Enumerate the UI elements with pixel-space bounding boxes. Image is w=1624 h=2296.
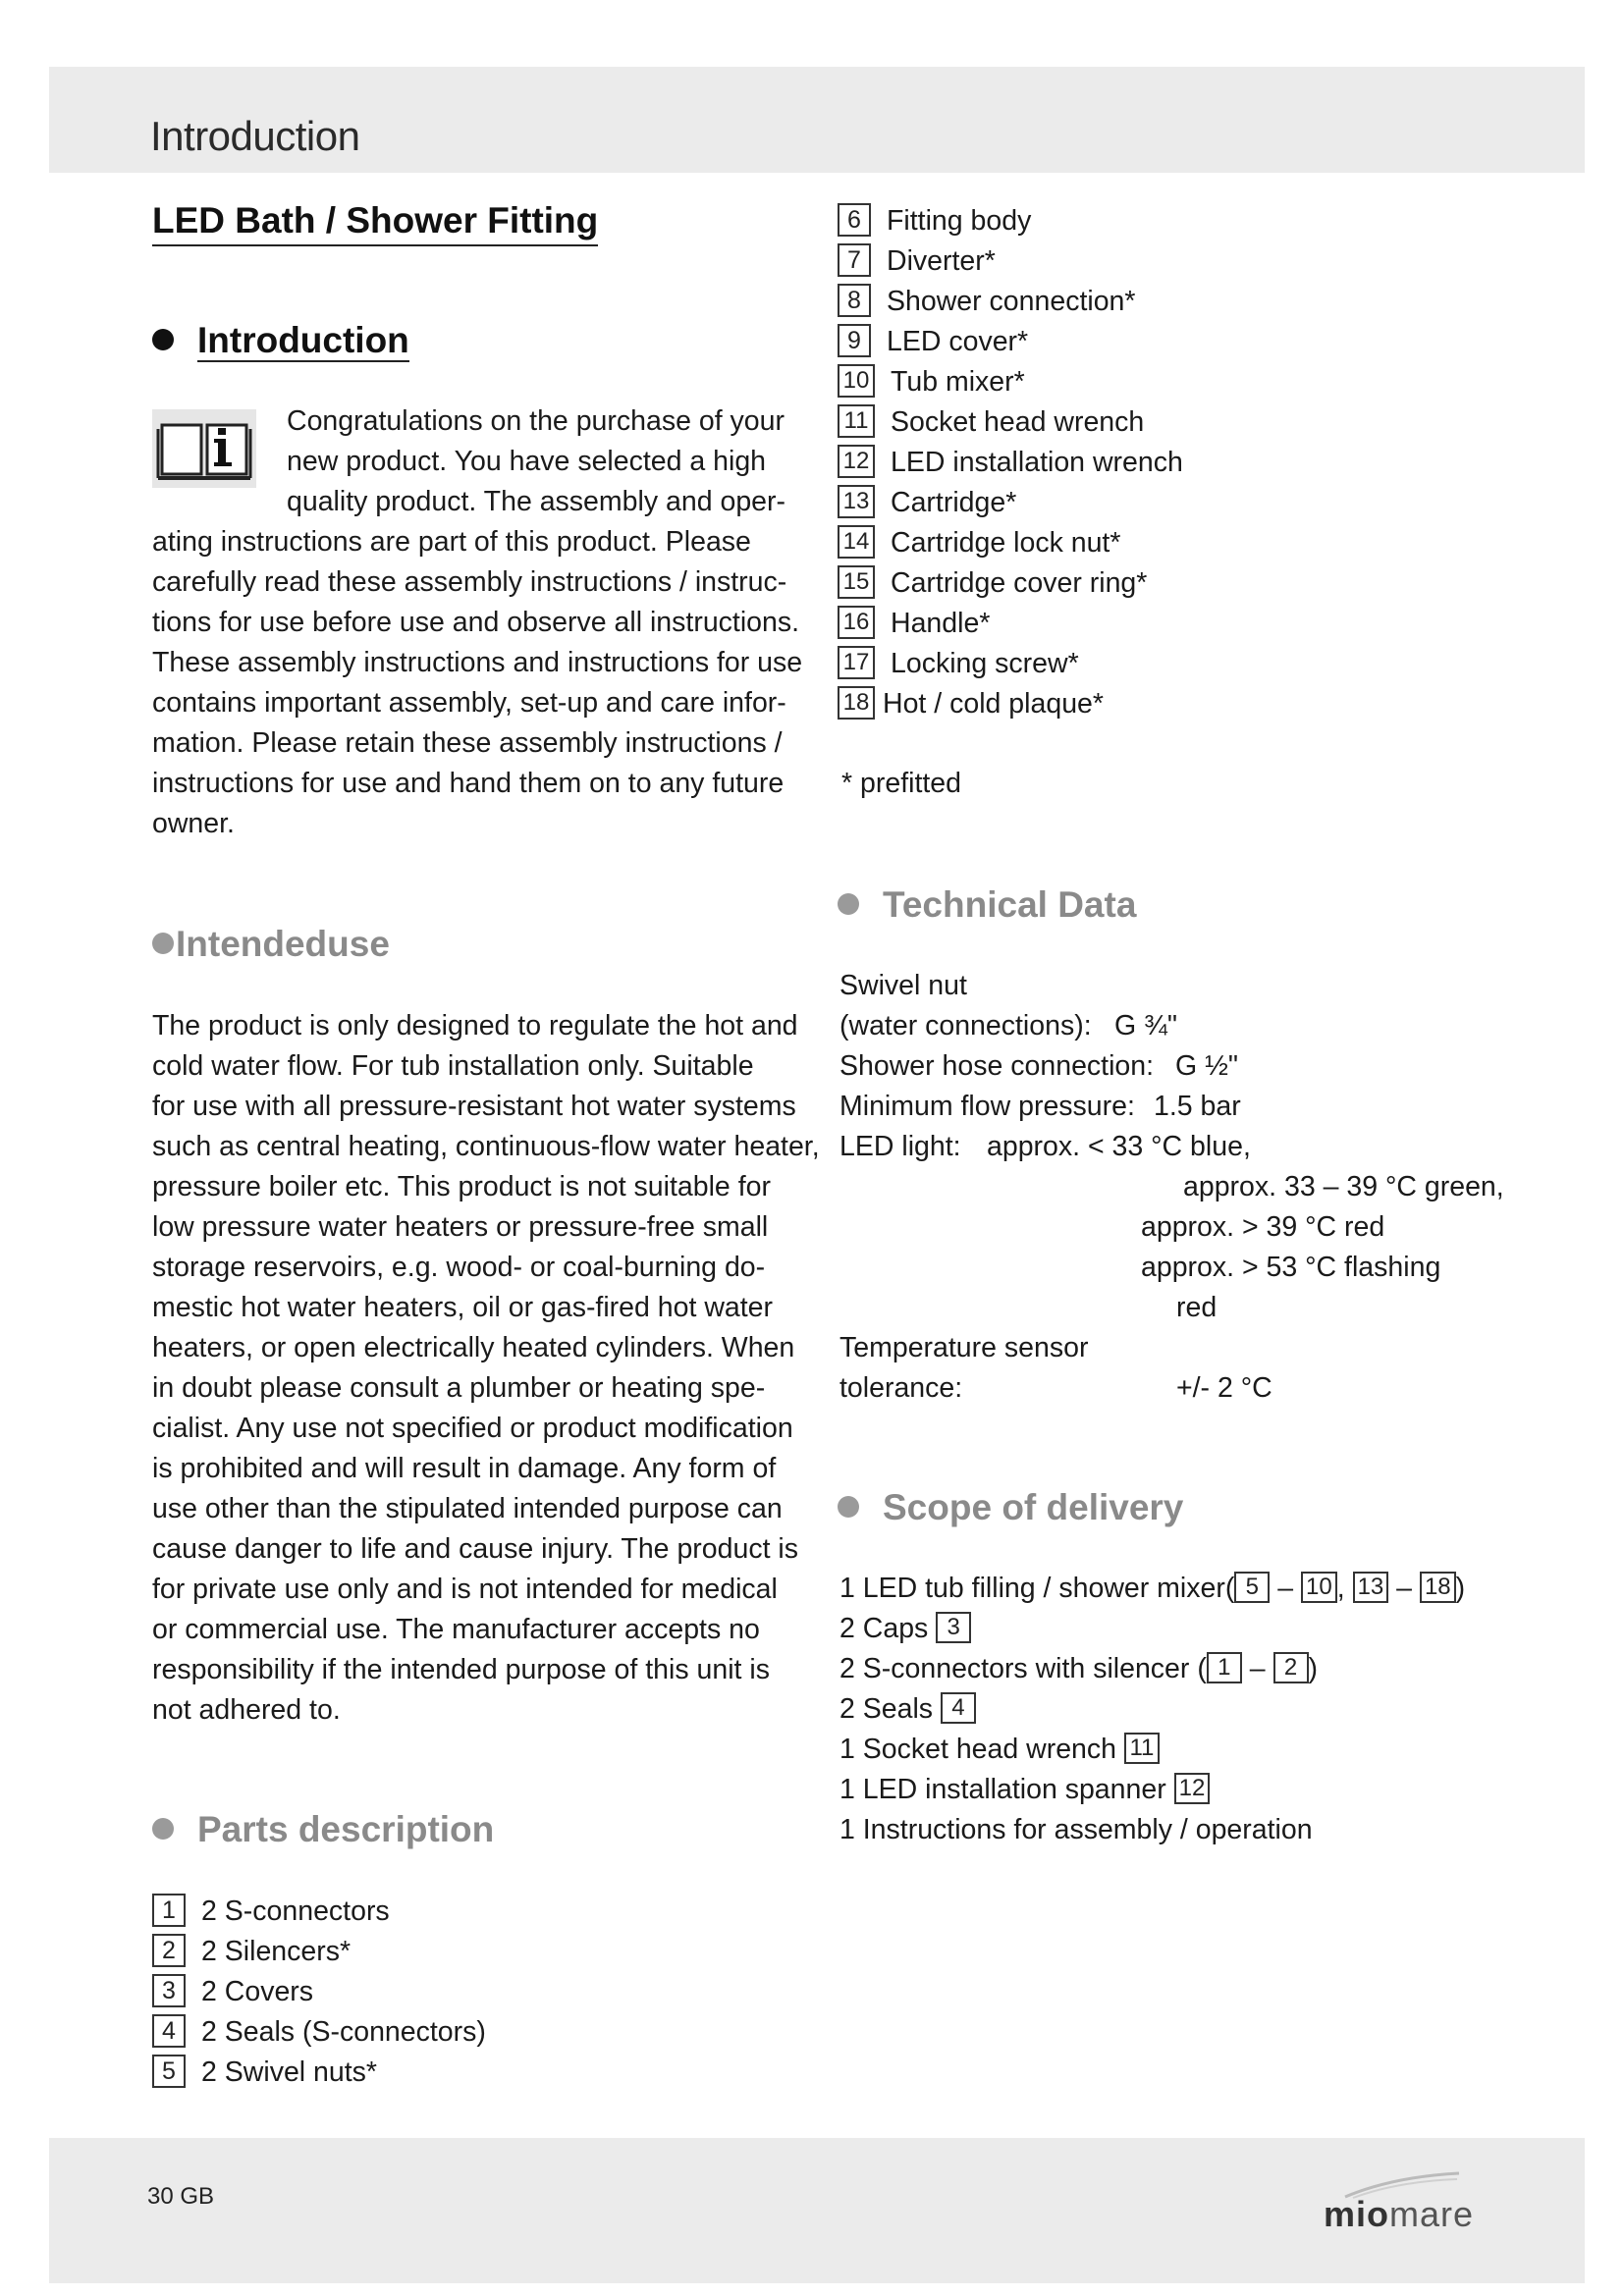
- part-reference: 10: [1301, 1572, 1337, 1603]
- part-label: Cartridge lock nut*: [891, 527, 1121, 559]
- scope-line-text: 1 LED tub filling / shower mixer: [839, 1573, 1225, 1604]
- bullet-icon: [152, 1818, 174, 1840]
- section-heading-introduction: [152, 319, 409, 362]
- part-number: 4: [152, 2014, 186, 2048]
- scope-list: [839, 1569, 1546, 1850]
- part-label: LED cover*: [887, 326, 1029, 357]
- text-line: mestic hot water heaters, oil or gas-fired hot water: [152, 1292, 774, 1323]
- text-line: These assembly instructions and instructions for use: [152, 647, 803, 678]
- text-line: contains important assembly, set-up and care infor-: [152, 687, 786, 719]
- list-item: [839, 1770, 1546, 1810]
- scope-separator: –: [1270, 1573, 1302, 1604]
- section-heading-text: Parts description: [197, 1809, 495, 1849]
- section-heading-intended-use: [152, 923, 390, 966]
- part-number: 8: [838, 284, 871, 317]
- part-label: Hot / cold plaque*: [883, 688, 1104, 720]
- text-line: new product. You have selected a high: [287, 446, 767, 477]
- part-label: Fitting body: [887, 205, 1032, 237]
- text-line: in doubt please consult a plumber or heating spe-: [152, 1372, 766, 1404]
- bullet-icon: [152, 329, 174, 350]
- part-number: 13: [838, 485, 875, 518]
- part-number: 3: [152, 1974, 186, 2007]
- list-item: [838, 362, 1183, 402]
- text-line: quality product. The assembly and oper-: [287, 486, 786, 517]
- tech-value: G ½": [1175, 1050, 1238, 1082]
- part-label: LED installation wrench: [891, 447, 1183, 478]
- list-item: [839, 1689, 1546, 1730]
- part-number: 1: [152, 1894, 186, 1927]
- tech-label: Shower hose connection:: [839, 1050, 1155, 1082]
- scope-separator: –: [1241, 1653, 1273, 1684]
- scope-line-text: 1 Socket head wrench: [839, 1734, 1117, 1765]
- part-label: 2 S-connectors: [201, 1896, 390, 1927]
- list-item: [839, 1569, 1546, 1609]
- section-heading-technical-data: [838, 883, 1136, 927]
- tech-label: tolerance:: [839, 1372, 963, 1404]
- tech-label: Swivel nut: [839, 970, 967, 1001]
- part-label: Handle*: [891, 608, 991, 639]
- text-line: use other than the stipulated intended purpose can: [152, 1493, 783, 1524]
- part-reference: 1: [1207, 1652, 1242, 1683]
- part-number: 11: [838, 404, 875, 438]
- text-line: or commercial use. The manufacturer accepts no: [152, 1614, 760, 1645]
- text-line: heaters, or open electrically heated cylinders. When: [152, 1332, 795, 1363]
- part-label: 2 Swivel nuts*: [201, 2056, 378, 2088]
- tech-value: approx. 33 – 39 °C green,: [1183, 1171, 1504, 1202]
- tech-label: LED light:: [839, 1131, 961, 1162]
- part-number: 2: [152, 1934, 186, 1967]
- list-item: [838, 523, 1183, 563]
- list-item: [838, 282, 1183, 322]
- info-book-icon: [152, 409, 256, 488]
- scope-separator: ,: [1336, 1573, 1353, 1604]
- list-item: [839, 1810, 1546, 1850]
- scope-bracket: (: [1224, 1573, 1235, 1604]
- part-number: 5: [152, 2055, 186, 2088]
- list-item: [839, 1730, 1546, 1770]
- bullet-icon: [152, 933, 174, 954]
- part-number: 16: [838, 606, 875, 639]
- list-item: [838, 563, 1183, 604]
- part-reference: 12: [1174, 1773, 1211, 1804]
- part-reference: 3: [936, 1612, 971, 1643]
- part-number: 7: [838, 243, 871, 277]
- bullet-icon: [838, 893, 859, 915]
- list-item: [838, 483, 1183, 523]
- part-label: Cartridge*: [891, 487, 1017, 518]
- text-line: is prohibited and will result in damage. Any form of: [152, 1453, 777, 1484]
- part-number: 12: [838, 445, 875, 478]
- part-reference: 2: [1273, 1652, 1309, 1683]
- text-line: The product is only designed to regulate the hot and: [152, 1010, 798, 1041]
- parts-list-right: [838, 201, 1183, 724]
- footer-band: [49, 2138, 1585, 2283]
- text-line: owner.: [152, 808, 235, 839]
- tech-value: approx. < 33 °C blue,: [987, 1131, 1251, 1162]
- parts-list-left: [152, 1892, 486, 2093]
- list-item: [839, 1649, 1546, 1689]
- part-number: 15: [838, 565, 875, 599]
- text-line: cialist. Any use not specified or product modification: [152, 1413, 793, 1444]
- section-heading-text: Introduction: [197, 320, 409, 360]
- text-line: instructions for use and hand them on to any future: [152, 768, 785, 799]
- text-line: Congratulations on the purchase of your: [287, 405, 785, 437]
- list-item: [838, 402, 1183, 443]
- section-heading-scope-of-delivery: [838, 1486, 1183, 1529]
- header-title: Introduction: [150, 113, 360, 159]
- list-item: [838, 322, 1183, 362]
- tech-label: (water connections):: [839, 1010, 1092, 1041]
- intended-use-text: [152, 1006, 830, 1731]
- introduction-indented-text: [287, 401, 817, 522]
- part-reference: 13: [1353, 1572, 1389, 1603]
- text-line: such as central heating, continuous-flow water heater,: [152, 1131, 820, 1162]
- scope-bracket: ): [1455, 1573, 1466, 1604]
- scope-bracket: ): [1308, 1653, 1319, 1684]
- introduction-text: [152, 522, 820, 844]
- scope-bracket: (: [1197, 1653, 1207, 1684]
- brand-logo: [1314, 2171, 1475, 2234]
- tech-label: Minimum flow pressure:: [839, 1091, 1135, 1122]
- text-line: ating instructions are part of this product. Please: [152, 526, 751, 558]
- part-reference: 18: [1420, 1572, 1456, 1603]
- bullet-icon: [838, 1496, 859, 1518]
- list-item: [838, 201, 1183, 241]
- scope-line-text: 2 Caps: [839, 1613, 929, 1644]
- logo-text: [1324, 2194, 1475, 2234]
- part-label: Diverter*: [887, 245, 996, 277]
- part-label: 2 Silencers*: [201, 1936, 352, 1967]
- part-number: 14: [838, 525, 875, 559]
- list-item: [838, 644, 1183, 684]
- logo-regular: mare: [1389, 2194, 1475, 2234]
- logo-bold: mio: [1324, 2194, 1390, 2234]
- list-item: [152, 1972, 486, 2012]
- part-number: 18: [838, 686, 875, 720]
- tech-value: 1.5 bar: [1154, 1091, 1241, 1122]
- scope-line-text: 2 S-connectors with silencer: [839, 1653, 1190, 1684]
- text-line: responsibility if the intended purpose of this unit is: [152, 1654, 770, 1685]
- part-number: 6: [838, 203, 871, 237]
- list-item: [838, 241, 1183, 282]
- list-item: [839, 1609, 1546, 1649]
- part-label: 2 Seals (S-connectors): [201, 2016, 486, 2048]
- text-line: cause danger to life and cause injury. The product is: [152, 1533, 799, 1565]
- list-item: [152, 2012, 486, 2053]
- part-label: Socket head wrench: [891, 406, 1145, 438]
- document-title: LED Bath / Shower Fitting: [152, 199, 598, 246]
- tech-value: approx. > 53 °C flashing: [1141, 1252, 1441, 1283]
- part-reference: 4: [941, 1692, 976, 1724]
- list-item: [838, 443, 1183, 483]
- section-heading-text: Scope of delivery: [883, 1487, 1184, 1527]
- page-number: 30 GB: [147, 2183, 215, 2210]
- part-label: Shower connection*: [887, 286, 1136, 317]
- text-line: carefully read these assembly instructions / instruc-: [152, 566, 787, 598]
- list-item: [152, 1892, 486, 1932]
- section-heading-text: Technical Data: [883, 884, 1137, 925]
- text-line: mation. Please retain these assembly instructions /: [152, 727, 783, 759]
- text-line: for private use only and is not intended for medical: [152, 1574, 778, 1605]
- list-item: [152, 1932, 486, 1972]
- tech-value: +/- 2 °C: [1176, 1372, 1272, 1404]
- part-number: 17: [838, 646, 875, 679]
- section-heading-parts-description: [152, 1808, 494, 1851]
- text-line: storage reservoirs, e.g. wood- or coal-burning do-: [152, 1252, 766, 1283]
- tech-value: red: [1176, 1292, 1218, 1323]
- part-reference: 11: [1124, 1733, 1160, 1764]
- part-label: Tub mixer*: [891, 366, 1025, 398]
- text-line: tions for use before use and observe all instructions.: [152, 607, 800, 638]
- tech-value: approx. > 39 °C red: [1141, 1211, 1385, 1243]
- scope-line-text: 2 Seals: [839, 1693, 934, 1725]
- header-band: [49, 67, 1585, 173]
- text-line: not adhered to.: [152, 1694, 341, 1726]
- part-label: Locking screw*: [891, 648, 1079, 679]
- text-line: cold water flow. For tub installation only. Suitable: [152, 1050, 754, 1082]
- tech-value: G ¾": [1114, 1010, 1177, 1041]
- text-line: low pressure water heaters or pressure-free small: [152, 1211, 769, 1243]
- parts-footnote: * prefitted: [841, 768, 961, 799]
- part-label: Cartridge cover ring*: [891, 567, 1148, 599]
- text-line: for use with all pressure-resistant hot water systems: [152, 1091, 796, 1122]
- section-heading-text: Intendeduse: [176, 924, 390, 964]
- list-item: [838, 604, 1183, 644]
- tech-label: Temperature sensor: [839, 1332, 1089, 1363]
- part-number: 10: [838, 364, 875, 398]
- list-item: [152, 2053, 486, 2093]
- scope-line-text: 1 LED installation spanner: [839, 1774, 1166, 1805]
- part-label: 2 Covers: [201, 1976, 314, 2007]
- part-reference: 5: [1234, 1572, 1270, 1603]
- technical-data-block: [839, 966, 1527, 1417]
- scope-line-text: 1 Instructions for assembly / operation: [839, 1814, 1313, 1845]
- text-line: pressure boiler etc. This product is not suitable for: [152, 1171, 771, 1202]
- scope-separator: –: [1388, 1573, 1420, 1604]
- list-item: [838, 684, 1183, 724]
- part-number: 9: [838, 324, 871, 357]
